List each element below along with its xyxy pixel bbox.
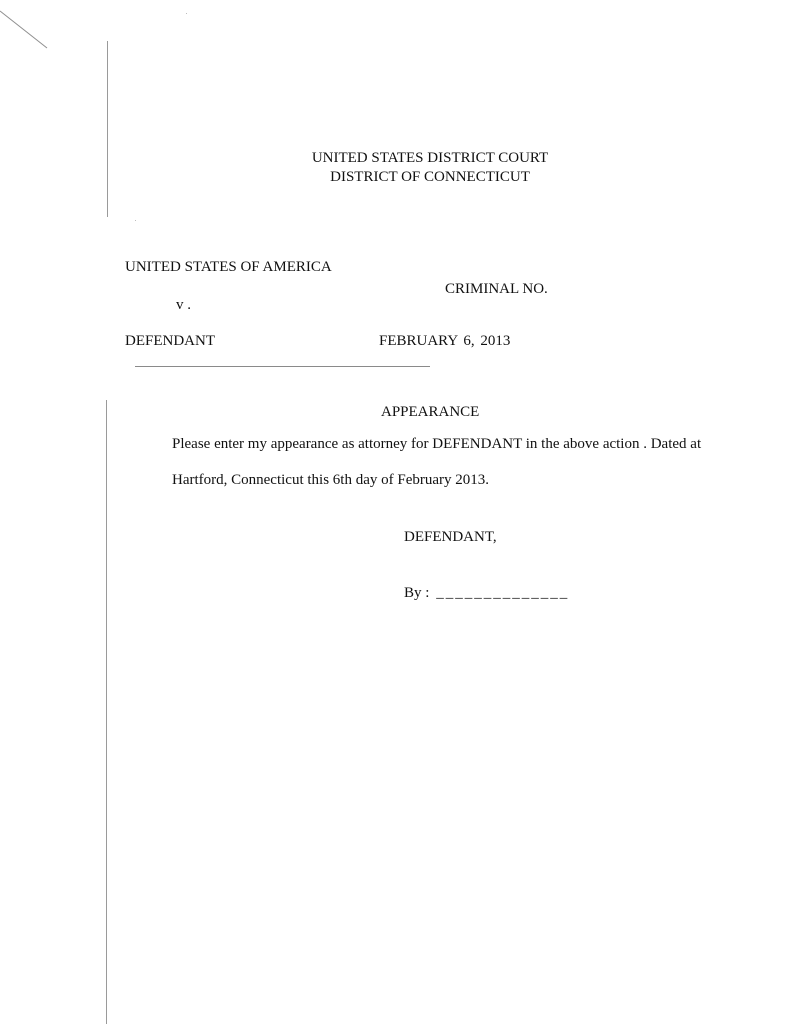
court-name-line: UNITED STATES DISTRICT COURT bbox=[311, 150, 549, 166]
caption-underline bbox=[135, 366, 430, 367]
criminal-number-label: CRIMINAL NO. bbox=[445, 281, 548, 297]
scan-speck bbox=[135, 220, 136, 221]
left-margin-line bbox=[107, 41, 108, 217]
left-margin-line bbox=[106, 400, 107, 1024]
appearance-text-line-2: Hartford, Connecticut this 6th day of February 2013. bbox=[172, 472, 490, 488]
caption-date: FEBRUARY 6, 2013 bbox=[379, 333, 511, 349]
signature-line bbox=[404, 584, 569, 602]
page-corner-fold-mark bbox=[0, 0, 50, 50]
defendant-name: DEFENDANT bbox=[125, 333, 215, 349]
court-district-line: DISTRICT OF CONNECTICUT bbox=[330, 169, 530, 185]
signature-party: DEFENDANT, bbox=[404, 529, 497, 545]
plaintiff-name: UNITED STATES OF AMERICA bbox=[125, 259, 332, 275]
document-title: APPEARANCE bbox=[381, 404, 480, 420]
signature-blank: ______________ bbox=[436, 585, 570, 601]
signature-by-label: By : bbox=[404, 585, 430, 601]
appearance-text-line-1: Please enter my appearance as attorney for DEFENDANT in the above action . Dated at bbox=[172, 436, 702, 452]
versus-label: v . bbox=[176, 297, 191, 313]
scan-speck bbox=[186, 13, 187, 14]
